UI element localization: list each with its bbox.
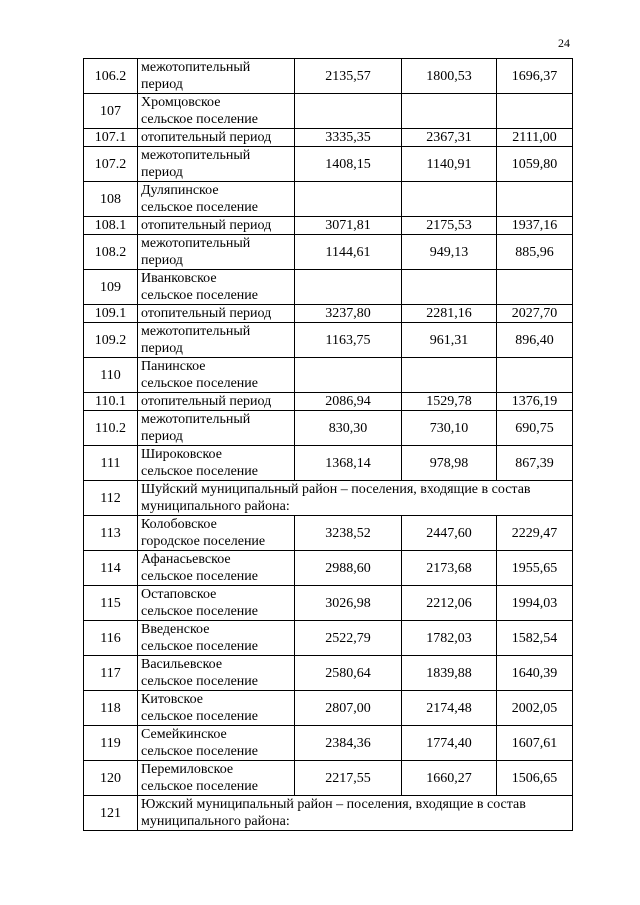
table-row: [84, 411, 573, 446]
settlement-name: [138, 147, 295, 182]
district-heading-line: муниципального района:: [141, 814, 290, 829]
settlement-name-line: сельское поселение: [141, 376, 258, 391]
row-number: 109.1: [84, 305, 138, 323]
value-cell-v2: 1800,53: [402, 59, 497, 94]
table-row: [84, 481, 573, 516]
value-cell-v3: 1640,39: [497, 656, 573, 691]
row-number: 112: [84, 481, 138, 516]
table-row: [84, 551, 573, 586]
table-row: [84, 235, 573, 270]
value-cell-v1: 830,30: [295, 411, 402, 446]
row-number: 109.2: [84, 323, 138, 358]
row-number: 110.2: [84, 411, 138, 446]
value-cell-v1: 2384,36: [295, 726, 402, 761]
settlement-name-line: Колобовское: [141, 517, 217, 532]
table-body: [84, 59, 573, 831]
settlement-name-line: Перемиловское: [141, 762, 234, 777]
value-cell-v2: 1660,27: [402, 761, 497, 796]
value-cell-v1: 1368,14: [295, 446, 402, 481]
row-number: 114: [84, 551, 138, 586]
settlement-name: [138, 94, 295, 129]
settlement-name-line: Панинское: [141, 359, 206, 374]
row-number: 115: [84, 586, 138, 621]
settlement-name-line: сельское поселение: [141, 709, 258, 724]
settlement-name: [138, 270, 295, 305]
row-number: 110.1: [84, 393, 138, 411]
table-row: [84, 586, 573, 621]
settlement-name-line: отопительный период: [141, 394, 272, 409]
settlement-name: [138, 129, 295, 147]
settlement-name: [138, 393, 295, 411]
table-row: [84, 358, 573, 393]
value-cell-v1: 3237,80: [295, 305, 402, 323]
table-row: [84, 129, 573, 147]
table-row: [84, 270, 573, 305]
settlement-name: [138, 621, 295, 656]
value-cell-v3: [497, 182, 573, 217]
value-cell-v2: [402, 182, 497, 217]
settlement-name: [138, 761, 295, 796]
value-cell-v2: 1774,40: [402, 726, 497, 761]
value-cell-v1: 2217,55: [295, 761, 402, 796]
table-row: [84, 761, 573, 796]
row-number: 107.2: [84, 147, 138, 182]
table-row: [84, 691, 573, 726]
row-number: 108: [84, 182, 138, 217]
page-number: 24: [558, 36, 570, 50]
value-cell-v3: 1994,03: [497, 586, 573, 621]
value-cell-v2: 1839,88: [402, 656, 497, 691]
settlement-name-line: Семейкинское: [141, 727, 227, 742]
settlement-name-line: период: [141, 253, 183, 268]
settlement-name: [138, 691, 295, 726]
district-heading: [138, 796, 573, 831]
value-cell-v3: 2002,05: [497, 691, 573, 726]
settlement-name-line: межотопительный: [141, 236, 251, 251]
value-cell-v2: 978,98: [402, 446, 497, 481]
value-cell-v3: 1937,16: [497, 217, 573, 235]
value-cell-v3: 2229,47: [497, 516, 573, 551]
table-row: [84, 305, 573, 323]
settlement-name-line: отопительный период: [141, 218, 272, 233]
value-cell-v1: 1144,61: [295, 235, 402, 270]
settlement-name-line: межотопительный: [141, 324, 251, 339]
value-cell-v2: 2174,48: [402, 691, 497, 726]
settlement-name: [138, 411, 295, 446]
settlement-name-line: период: [141, 429, 183, 444]
settlement-name: [138, 586, 295, 621]
settlement-name: [138, 358, 295, 393]
value-cell-v2: 2367,31: [402, 129, 497, 147]
table-row: [84, 656, 573, 691]
table-row: [84, 621, 573, 656]
value-cell-v2: 1140,91: [402, 147, 497, 182]
settlement-name: [138, 59, 295, 94]
value-cell-v2: 2281,16: [402, 305, 497, 323]
row-number: 117: [84, 656, 138, 691]
row-number: 107: [84, 94, 138, 129]
value-cell-v3: [497, 358, 573, 393]
value-cell-v3: [497, 270, 573, 305]
table-row: [84, 217, 573, 235]
value-cell-v3: 2111,00: [497, 129, 573, 147]
settlement-name: [138, 217, 295, 235]
value-cell-v1: 2522,79: [295, 621, 402, 656]
value-cell-v1: 2988,60: [295, 551, 402, 586]
settlement-name-line: Широковское: [141, 447, 222, 462]
row-number: 108.1: [84, 217, 138, 235]
value-cell-v2: 2447,60: [402, 516, 497, 551]
value-cell-v2: [402, 358, 497, 393]
value-cell-v1: 1408,15: [295, 147, 402, 182]
settlement-name-line: отопительный период: [141, 306, 272, 321]
settlement-name: [138, 305, 295, 323]
value-cell-v1: [295, 270, 402, 305]
settlement-name-line: Иванковское: [141, 271, 217, 286]
row-number: 113: [84, 516, 138, 551]
settlement-name: [138, 235, 295, 270]
settlement-name-line: Китовское: [141, 692, 203, 707]
settlement-name: [138, 551, 295, 586]
table-row: [84, 446, 573, 481]
value-cell-v3: 2027,70: [497, 305, 573, 323]
table-row: [84, 182, 573, 217]
value-cell-v2: 961,31: [402, 323, 497, 358]
value-cell-v1: 2135,57: [295, 59, 402, 94]
table-row: [84, 796, 573, 831]
value-cell-v1: 3335,35: [295, 129, 402, 147]
row-number: 118: [84, 691, 138, 726]
settlement-name: [138, 323, 295, 358]
value-cell-v1: [295, 182, 402, 217]
district-heading: [138, 481, 573, 516]
settlement-name-line: Дуляпинское: [141, 183, 219, 198]
value-cell-v3: 1059,80: [497, 147, 573, 182]
settlement-name: [138, 656, 295, 691]
value-cell-v2: 2212,06: [402, 586, 497, 621]
settlement-name-line: Афанасьевское: [141, 552, 231, 567]
row-number: 106.2: [84, 59, 138, 94]
district-heading-line: муниципального района:: [141, 499, 290, 514]
table-row: [84, 59, 573, 94]
value-cell-v3: 1607,61: [497, 726, 573, 761]
settlement-name-line: сельское поселение: [141, 288, 258, 303]
value-cell-v1: [295, 94, 402, 129]
tariff-table: [83, 58, 573, 831]
settlement-name-line: сельское поселение: [141, 464, 258, 479]
settlement-name-line: сельское поселение: [141, 569, 258, 584]
settlement-name-line: период: [141, 77, 183, 92]
value-cell-v1: [295, 358, 402, 393]
row-number: 111: [84, 446, 138, 481]
settlement-name: [138, 726, 295, 761]
row-number: 121: [84, 796, 138, 831]
table-row: [84, 516, 573, 551]
settlement-name-line: межотопительный: [141, 412, 251, 427]
value-cell-v2: 1529,78: [402, 393, 497, 411]
value-cell-v3: [497, 94, 573, 129]
settlement-name-line: Васильевское: [141, 657, 223, 672]
settlement-name-line: Введенское: [141, 622, 210, 637]
settlement-name-line: отопительный период: [141, 130, 272, 145]
district-heading-line: Южский муниципальный район – поселения, входящие в состав: [141, 797, 526, 812]
table-row: [84, 323, 573, 358]
table-row: [84, 147, 573, 182]
value-cell-v1: 3071,81: [295, 217, 402, 235]
settlement-name-line: Хромцовское: [141, 95, 221, 110]
table-row: [84, 94, 573, 129]
value-cell-v3: 690,75: [497, 411, 573, 446]
value-cell-v3: 896,40: [497, 323, 573, 358]
value-cell-v3: 867,39: [497, 446, 573, 481]
settlement-name-line: сельское поселение: [141, 200, 258, 215]
value-cell-v2: [402, 94, 497, 129]
settlement-name: [138, 516, 295, 551]
value-cell-v3: 1696,37: [497, 59, 573, 94]
value-cell-v1: 2580,64: [295, 656, 402, 691]
value-cell-v2: [402, 270, 497, 305]
settlement-name-line: сельское поселение: [141, 744, 258, 759]
row-number: 120: [84, 761, 138, 796]
row-number: 107.1: [84, 129, 138, 147]
row-number: 108.2: [84, 235, 138, 270]
value-cell-v1: 1163,75: [295, 323, 402, 358]
settlement-name-line: период: [141, 165, 183, 180]
value-cell-v1: 2086,94: [295, 393, 402, 411]
settlement-name-line: период: [141, 341, 183, 356]
settlement-name-line: межотопительный: [141, 148, 251, 163]
settlement-name-line: сельское поселение: [141, 779, 258, 794]
settlement-name: [138, 182, 295, 217]
settlement-name: [138, 446, 295, 481]
value-cell-v3: 1506,65: [497, 761, 573, 796]
settlement-name-line: городское поселение: [141, 534, 266, 549]
value-cell-v2: 949,13: [402, 235, 497, 270]
settlement-name-line: межотопительный: [141, 60, 251, 75]
table-row: [84, 726, 573, 761]
settlement-name-line: сельское поселение: [141, 112, 258, 127]
value-cell-v2: 2175,53: [402, 217, 497, 235]
row-number: 110: [84, 358, 138, 393]
value-cell-v3: 885,96: [497, 235, 573, 270]
value-cell-v3: 1955,65: [497, 551, 573, 586]
row-number: 109: [84, 270, 138, 305]
value-cell-v1: 3238,52: [295, 516, 402, 551]
row-number: 119: [84, 726, 138, 761]
value-cell-v3: 1582,54: [497, 621, 573, 656]
settlement-name-line: сельское поселение: [141, 639, 258, 654]
value-cell-v3: 1376,19: [497, 393, 573, 411]
value-cell-v1: 2807,00: [295, 691, 402, 726]
district-heading-line: Шуйский муниципальный район – поселения, входящие в состав: [141, 482, 531, 497]
value-cell-v1: 3026,98: [295, 586, 402, 621]
settlement-name-line: Остаповское: [141, 587, 217, 602]
value-cell-v2: 1782,03: [402, 621, 497, 656]
settlement-name-line: сельское поселение: [141, 674, 258, 689]
value-cell-v2: 2173,68: [402, 551, 497, 586]
value-cell-v2: 730,10: [402, 411, 497, 446]
row-number: 116: [84, 621, 138, 656]
table-row: [84, 393, 573, 411]
settlement-name-line: сельское поселение: [141, 604, 258, 619]
